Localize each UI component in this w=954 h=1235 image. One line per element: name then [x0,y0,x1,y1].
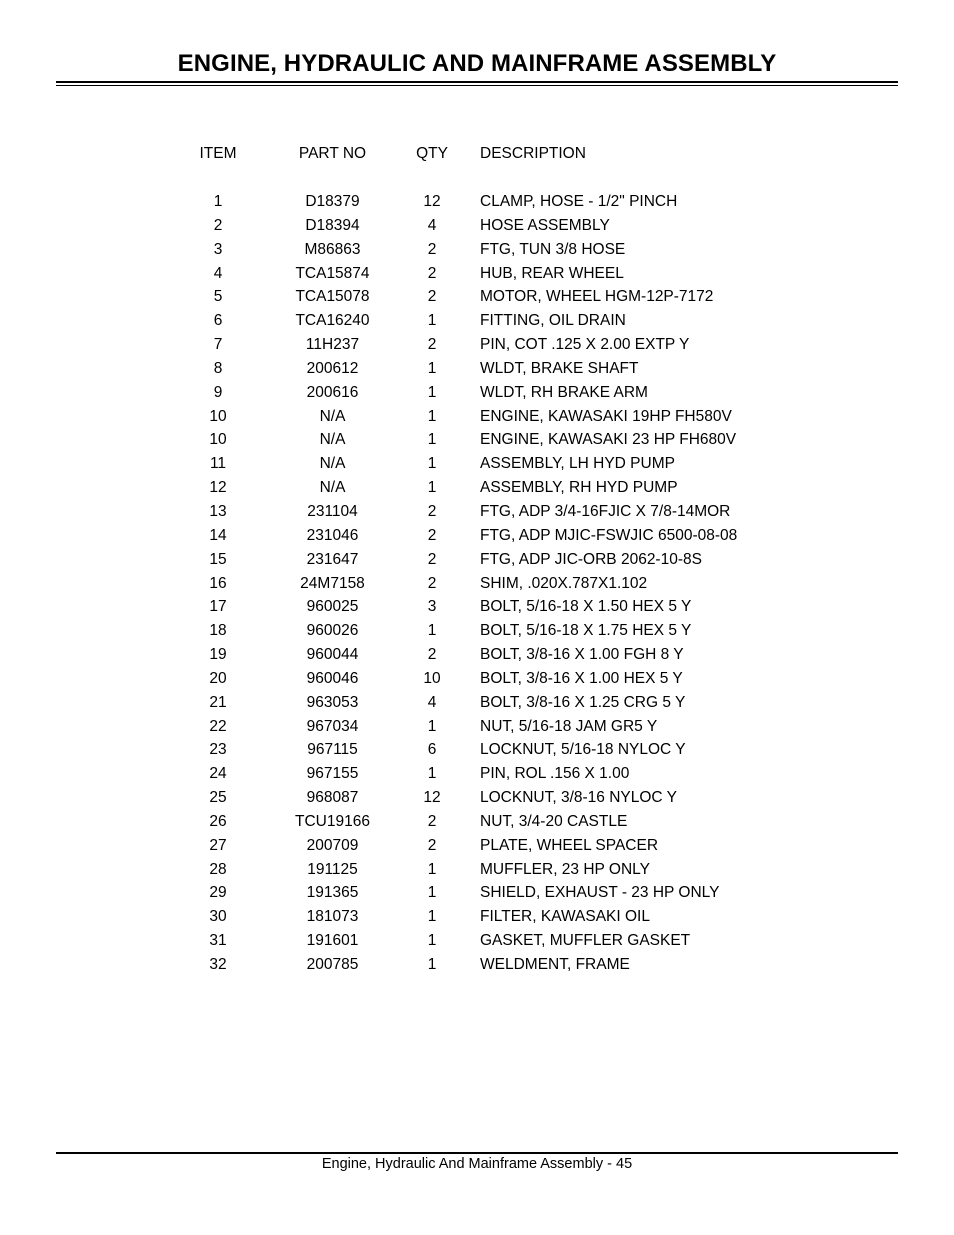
table-row [176,428,770,452]
item-cell: 10 [209,407,227,425]
description-cell: ENGINE, KAWASAKI 23 HP FH680V [480,431,737,449]
item-cell: 9 [213,383,223,401]
qty-cell: 1 [427,717,437,735]
qty-cell: 12 [423,193,441,210]
part-no-cell: 960044 [306,646,359,664]
item-cell: 14 [209,526,227,544]
table-row [176,357,770,381]
table-row [176,810,770,834]
table-row [176,476,770,500]
description-cell: CLAMP, HOSE - 1/2" PINCH [480,193,678,210]
description-cell: PIN, COT .125 X 2.00 EXTP Y [480,336,690,354]
part-no-cell: 200616 [306,383,359,401]
table-row [176,762,770,786]
part-no-cell: 968087 [306,789,359,807]
description-cell: FILTER, KAWASAKI OIL [480,908,650,926]
description-cell: FTG, TUN 3/8 HOSE [480,240,626,258]
description-cell: NUT, 3/4-20 CASTLE [480,812,628,830]
part-no-cell: TCA15078 [295,288,370,306]
table-row [176,929,770,953]
description-cell: HUB, REAR WHEEL [480,264,624,282]
item-cell: 18 [209,622,227,640]
table-row [176,881,770,905]
part-no-cell: 231647 [306,550,359,568]
item-cell: 4 [213,264,223,282]
part-no-cell: 24M7158 [300,574,365,592]
table-row [176,190,770,214]
qty-cell: 2 [427,240,437,258]
item-cell: 5 [213,288,223,306]
part-no-cell: 191125 [307,860,358,878]
table-row [176,905,770,929]
part-no-cell: 231104 [307,502,358,520]
qty-cell: 1 [427,908,437,926]
table-row [176,691,770,715]
description-cell: SHIELD, EXHAUST - 23 HP ONLY [480,884,720,902]
part-no-cell: N/A [319,407,346,425]
part-no-cell: 967034 [306,717,359,735]
part-no-cell: TCA16240 [295,312,370,330]
item-cell: 25 [209,789,227,807]
table-row [176,548,770,572]
qty-cell: 1 [427,956,437,973]
table-row [176,858,770,882]
qty-cell: 1 [427,431,437,449]
qty-cell: 1 [427,312,437,330]
item-cell: 17 [209,598,227,616]
header-spacer [176,166,770,190]
item-cell: 16 [209,574,227,592]
part-no-cell: 231046 [306,526,359,544]
part-no-cell: 191365 [306,884,359,902]
qty-cell: 2 [427,502,437,520]
description-cell: MUFFLER, 23 HP ONLY [480,860,650,878]
parts-body [176,190,770,977]
header-part-no: PART NO [298,145,367,162]
item-cell: 15 [209,550,227,568]
description-cell: ASSEMBLY, LH HYD PUMP [480,455,675,473]
qty-cell: 1 [427,765,437,783]
item-cell: 31 [209,932,227,950]
description-cell: MOTOR, WHEEL HGM-12P-7172 [480,288,714,306]
item-cell: 1 [213,193,223,210]
table-row [176,381,770,405]
part-no-cell: TCA15874 [295,264,370,282]
table-row [176,786,770,810]
qty-cell: 2 [427,812,437,830]
qty-cell: 1 [427,884,437,902]
qty-cell: 2 [427,550,437,568]
part-no-cell: 200612 [306,359,359,377]
description-cell: FITTING, OIL DRAIN [480,312,626,330]
qty-cell: 4 [427,216,437,234]
header-description: DESCRIPTION [480,145,586,162]
item-cell: 28 [209,860,227,878]
part-no-cell: 960026 [306,622,359,640]
qty-cell: 1 [427,860,437,878]
header-qty: QTY [416,145,448,162]
title-rule-thick [56,81,898,83]
description-cell: SHIM, .020X.787X1.102 [480,574,648,592]
item-cell: 32 [209,956,227,973]
qty-cell: 1 [427,479,437,497]
table-row [176,572,770,596]
description-cell: BOLT, 3/8-16 X 1.25 CRG 5 Y [480,693,686,711]
qty-cell: 6 [427,741,437,759]
part-no-cell: 191601 [306,932,359,950]
part-no-cell: 967115 [307,741,358,759]
description-cell: BOLT, 3/8-16 X 1.00 FGH 8 Y [480,646,684,664]
page-footer: Engine, Hydraulic And Mainframe Assembly - 45 [321,1156,633,1172]
page-title: ENGINE, HYDRAULIC AND MAINFRAME ASSEMBLY [177,50,777,77]
qty-cell: 2 [427,526,437,544]
part-no-cell: D18379 [305,193,360,210]
qty-cell: 2 [427,336,437,354]
part-no-cell: 967155 [306,765,359,783]
part-no-cell: 960046 [306,669,359,687]
qty-cell: 2 [427,836,437,854]
qty-cell: 1 [427,932,437,950]
item-cell: 24 [209,765,227,783]
description-cell: BOLT, 3/8-16 X 1.00 HEX 5 Y [480,669,683,687]
table-row [176,285,770,309]
item-cell: 29 [209,884,227,902]
item-cell: 20 [209,669,227,687]
item-cell: 7 [213,336,223,354]
table-row [176,262,770,286]
description-cell: HOSE ASSEMBLY [480,216,610,234]
qty-cell: 1 [427,622,437,640]
description-cell: ASSEMBLY, RH HYD PUMP [480,479,678,497]
part-no-cell: 963053 [306,693,359,711]
part-no-cell: 11H237 [305,336,360,354]
description-cell: FTG, ADP JIC-ORB 2062-10-8S [480,550,702,568]
description-cell: WLDT, RH BRAKE ARM [480,383,648,401]
description-cell: LOCKNUT, 3/8-16 NYLOC Y [480,789,677,807]
description-cell: LOCKNUT, 5/16-18 NYLOC Y [480,741,686,759]
description-cell: BOLT, 5/16-18 X 1.75 HEX 5 Y [480,622,692,640]
part-no-cell: TCU19166 [295,812,370,830]
part-no-cell: N/A [319,455,346,473]
description-cell: FTG, ADP 3/4-16FJIC X 7/8-14MOR [480,502,731,520]
qty-cell: 12 [423,789,441,807]
table-row [176,738,770,762]
part-no-cell: N/A [319,479,346,497]
table-row [176,619,770,643]
item-cell: 3 [213,240,223,258]
table-row [176,238,770,262]
table-row [176,643,770,667]
item-cell: 22 [209,717,227,735]
description-cell: PLATE, WHEEL SPACER [480,836,659,854]
qty-cell: 1 [427,455,437,473]
table-row [176,333,770,357]
item-cell: 2 [213,216,223,234]
table-row [176,500,770,524]
part-no-cell: 960025 [306,598,359,616]
table-row [176,452,770,476]
table-row [176,309,770,333]
qty-cell: 1 [427,383,437,401]
table-row [176,715,770,739]
description-cell: NUT, 5/16-18 JAM GR5 Y [480,717,658,735]
description-cell: FTG, ADP MJIC-FSWJIC 6500-08-08 [480,526,738,544]
description-cell: PIN, ROL .156 X 1.00 [480,765,630,783]
table-row [176,524,770,548]
title-rule-thin [56,85,898,86]
qty-cell: 3 [427,598,437,616]
description-cell: ENGINE, KAWASAKI 19HP FH580V [480,407,732,425]
description-cell: WELDMENT, FRAME [480,956,630,973]
item-cell: 8 [213,359,223,377]
item-cell: 21 [209,693,227,711]
table-row [176,834,770,858]
part-no-cell: 200785 [306,956,359,973]
footer-rule [56,1152,898,1154]
item-cell: 30 [209,908,227,926]
qty-cell: 4 [427,693,437,711]
item-cell: 26 [209,812,227,830]
part-no-cell: 200709 [306,836,359,854]
qty-cell: 10 [423,669,441,687]
parts-table [176,142,770,977]
item-cell: 12 [209,479,227,497]
qty-cell: 2 [427,574,437,592]
part-no-cell: M86863 [304,240,361,258]
description-cell: BOLT, 5/16-18 X 1.50 HEX 5 Y [480,598,692,616]
qty-cell: 1 [427,407,437,425]
item-cell: 27 [209,836,227,854]
table-row [176,595,770,619]
qty-cell: 2 [427,646,437,664]
description-cell: GASKET, MUFFLER GASKET [480,932,691,950]
part-no-cell: N/A [319,431,346,449]
header-item: ITEM [199,145,237,162]
table-row [176,405,770,429]
item-cell: 11 [209,455,227,473]
table-row [176,953,770,977]
item-cell: 10 [209,431,227,449]
item-cell: 6 [213,312,223,330]
item-cell: 19 [209,646,227,664]
table-row [176,214,770,238]
part-no-cell: 181073 [306,908,359,926]
qty-cell: 2 [427,264,437,282]
part-no-cell: D18394 [305,216,360,234]
qty-cell: 2 [427,288,437,306]
item-cell: 23 [209,741,227,759]
qty-cell: 1 [427,359,437,377]
table-header-row [176,142,770,166]
table-row [176,667,770,691]
description-cell: WLDT, BRAKE SHAFT [480,359,639,377]
item-cell: 13 [209,502,227,520]
